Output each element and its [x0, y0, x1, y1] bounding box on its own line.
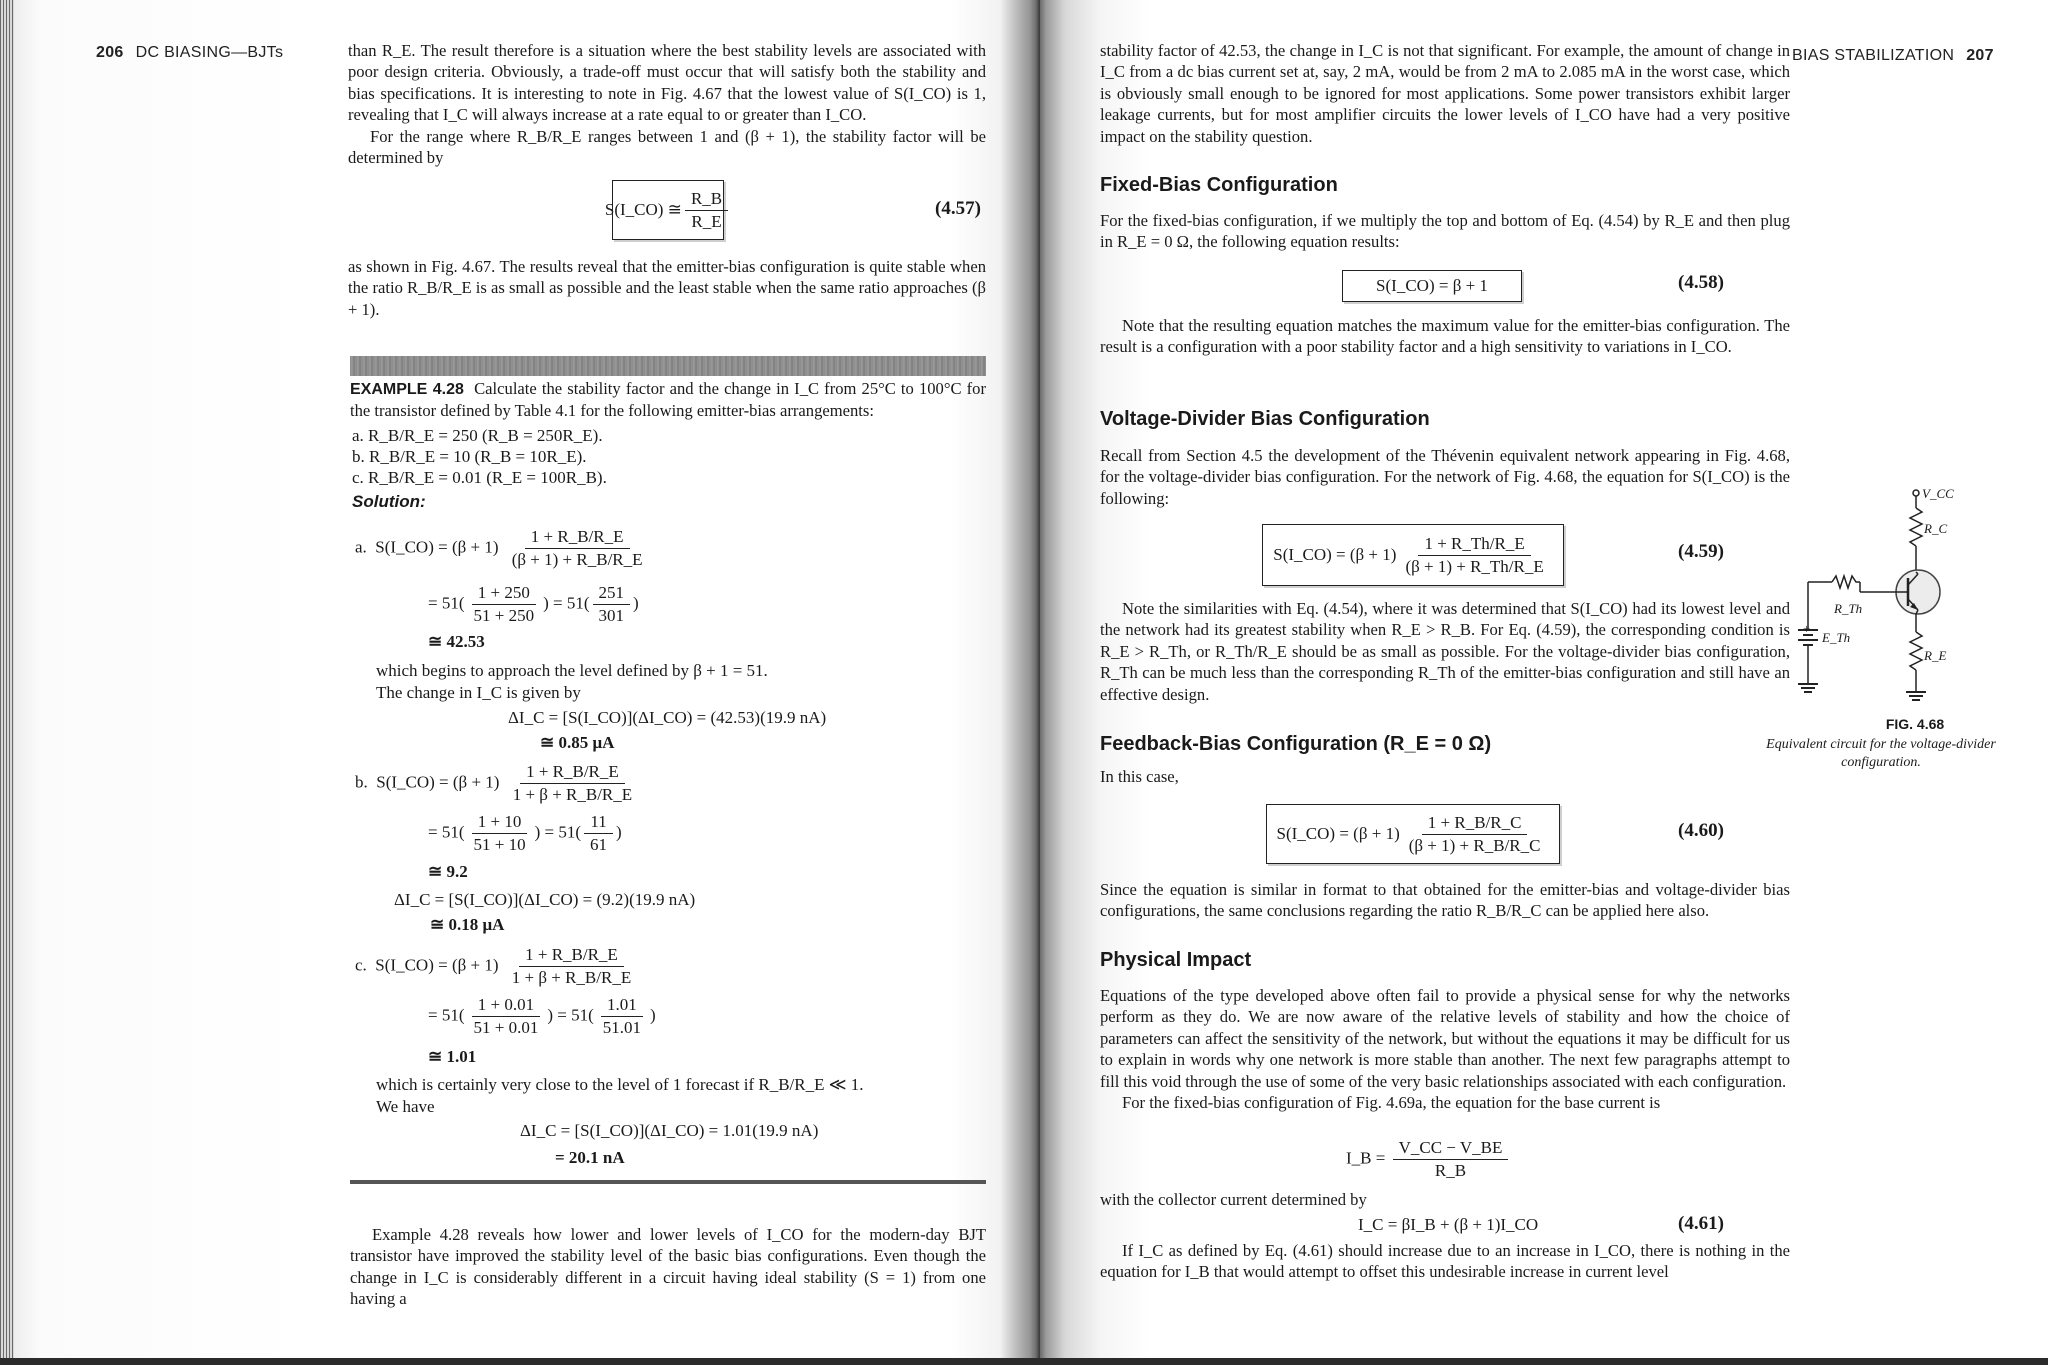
example-bottom-rule — [350, 1180, 986, 1184]
label-rth: R_Th — [1834, 601, 1863, 616]
part-a-delta: ΔI_C = [S(I_CO)](ΔI_CO) = (42.53)(19.9 nA) — [508, 708, 827, 727]
part-c-delta: ΔI_C = [S(I_CO)](ΔI_CO) = 1.01(19.9 nA) — [520, 1121, 819, 1140]
voltage-divider-after-block — [1100, 598, 1790, 705]
closing-paragraph: Example 4.28 reveals how lower and lower levels of I_CO for the modern-day BJT transistor have improved the stability level of the basic bias configurations. Even though the change in I_C is considerably different in a circuit having ideal stability (S = 1) from one having a — [350, 1225, 986, 1309]
equation-4-60-number: (4.60) — [1678, 820, 1724, 841]
re-resistor — [1910, 632, 1922, 670]
part-a-notes: which begins to approach the level defined by β + 1 = 51. The change in I_C is given by — [376, 661, 768, 702]
fig-4-68-label: FIG. 4.68 — [1885, 716, 1945, 732]
solution-label: Solution: — [352, 492, 426, 511]
fixed-bias-block — [1100, 210, 1790, 253]
vcc-terminal — [1913, 490, 1919, 496]
left-page-number: 206 — [96, 44, 124, 61]
last-paragraph: If I_C as defined by Eq. (4.61) should increase due to an increase in I_CO, there is nothing in the equation for I_B that would attempt to offset this undesirable increase in current level — [1100, 1241, 1790, 1282]
label-vcc: V_CC — [1922, 486, 1954, 501]
base-current-equation: I_B = $\frac{V\_CC - V\_BE}{R\_B}$ — [1346, 1138, 1511, 1181]
feedback-after-paragraph: Since the equation is similar in format to that obtained for the emitter-bias and voltage-divider bias configurations, the same conclusions regarding the ratio R_B/R_C can be applied here also. — [1100, 880, 1790, 921]
closing-block — [350, 1224, 986, 1310]
example-statement-block — [350, 378, 986, 422]
right-page-header — [1792, 47, 1994, 65]
fig-4-68-caption: Equivalent circuit for the voltage-divider configuration. — [1766, 737, 1996, 770]
physical-impact-paragraph: Equations of the type developed above often fail to provide a physical sense for why the networks perform as they do. We are now aware of the relative levels of stability and how the choice of parameters can affect the sensitivity of the network, but without the equations it may be difficult for us to explain in words why one network is more stable than another. The next few paragraphs attempt to fill this void through the use of some of the very basic relationships associated with each configuration. — [1100, 986, 1790, 1091]
equation-4-61-number: (4.61) — [1678, 1213, 1724, 1234]
right-top-block — [1100, 40, 1790, 147]
intro-paragraph: than R_E. The result therefore is a situation where the best stability levels are associated with poor design criteria. Obviously, a trade-off must occur that will satisfy both the stability and bias specifications. It is interesting to note in Fig. 4.67 that the lowest value of S(I_CO) is 1, revealing that I_C will always increase at a rate equal to or greater than I_CO. — [348, 41, 986, 125]
voltage-divider-heading: Voltage-Divider Bias Configuration — [1100, 408, 1430, 430]
after-eq-block — [348, 256, 986, 320]
part-a-equation: a. S(I_CO) = (β + 1) $\frac{1 + R\_B/R\_E}{(\beta + 1) + R\_B/R\_E}$ — [355, 527, 643, 569]
example-label: EXAMPLE 4.28 — [350, 381, 464, 398]
part-c-equation: c. S(I_CO) = (β + 1) $\frac{1 + R\_B/R\_E}{1 + \beta + R\_B/R\_E}$ — [355, 945, 632, 987]
equation-4-58-number: (4.58) — [1678, 272, 1724, 293]
collector-current-equation: I_C = βI_B + (β + 1)I_CO — [1358, 1215, 1539, 1234]
fixed-bias-after-block — [1100, 315, 1790, 358]
label-re: R_E — [1924, 648, 1947, 663]
fixed-bias-paragraph: For the fixed-bias configuration, if we multiply the top and bottom of Eq. (4.54) by R_E and then plug in R_E = 0 Ω, the following equation results: — [1100, 211, 1790, 252]
example-statement: Calculate the stability factor and the change in I_C from 25°C to 100°C for the transistor defined by Table 4.1 for the following emitter-bias arrangements: — [350, 379, 986, 421]
part-a-step: = 51( $\frac{1 + 250}{51 + 250}$ ) = 51( $\frac{251}{301}$ ) — [428, 583, 639, 625]
part-a-result: ≅ 42.53 — [428, 632, 485, 651]
fixed-bias-after-paragraph: Note that the resulting equation matches the maximum value for the emitter-bias configuration. The result is a configuration with a poor stability factor and a high sensitivity to variations in I_CO. — [1100, 316, 1790, 357]
range-paragraph: For the range where R_B/R_E ranges between 1 and (β + 1), the stability factor will be determined by — [348, 126, 986, 168]
page-edge-stack — [0, 0, 14, 1365]
part-b-result: ≅ 9.2 — [428, 862, 468, 881]
equation-4-59-box: S(I_CO) = (β + 1) $\frac{1 + R\_Th/R\_E}{(\beta + 1) + R\_Th/R\_E}$ — [1262, 524, 1564, 586]
left-running-title: DC BIASING—BJTs — [135, 44, 284, 61]
physical-impact-block — [1100, 985, 1790, 1113]
equation-4-60-box: S(I_CO) = (β + 1) $\frac{1 + R\_B/R\_C}{(\beta + 1) + R\_B/R\_C}$ — [1266, 804, 1560, 864]
intro-block — [348, 40, 986, 168]
last-block — [1100, 1240, 1790, 1283]
part-c-delta-result: = 20.1 nA — [555, 1148, 625, 1167]
voltage-divider-after-paragraph: Note the similarities with Eq. (4.54), where it was determined that S(I_CO) had its lowest level and the network had its greatest stability when R_E > R_B. For Eq. (4.59), the corresponding condition is R_E > R_Th, or R_Th/R_E should be as small as possible. For the voltage-divider bias configuration, R_Th can be much less than the corresponding R_Th of the emitter-bias configuration and still have an effective design. — [1100, 599, 1790, 704]
example-items — [352, 425, 952, 512]
right-top-paragraph: stability factor of 42.53, the change in I_C is not that significant. For example, the amount of change in I_C from a dc bias current set at, say, 2 mA, would be from 2 mA to 2.085 mA in the worst case, which is obviously small enough to be ignored for most applications. Some power transistors exhibit larger leakage currents, but for most amplifier circuits the lower levels of I_CO have had a very positive impact on the stability question. — [1100, 41, 1790, 146]
voltage-divider-paragraph: Recall from Section 4.5 the development of the Thévenin equivalent network appearing in Fig. 4.68, for the voltage-divider bias configuration. For the network of Fig. 4.68, the equation for S(I_CO) is the following: — [1100, 446, 1790, 508]
part-c-result: ≅ 1.01 — [428, 1047, 477, 1066]
equation-4-57-number: (4.57) — [935, 198, 981, 219]
rth-resistor — [1832, 576, 1860, 588]
equation-4-57-box: S(I_CO) ≅ $\frac{R\_B}{R\_E}$ — [612, 180, 724, 240]
equation-4-59-number: (4.59) — [1678, 541, 1724, 562]
example-item-c: c. R_B/R_E = 0.01 (R_E = 100R_B). — [352, 468, 607, 487]
feedback-bias-heading: Feedback-Bias Configuration (R_E = 0 Ω) — [1100, 733, 1492, 755]
collector-intro: with the collector current determined by — [1100, 1190, 1367, 1209]
rc-resistor — [1910, 508, 1922, 546]
part-a-delta-result: ≅ 0.85 μA — [540, 733, 615, 752]
part-b-equation: b. S(I_CO) = (β + 1) $\frac{1 + R\_B/R\_E}{1 + \beta + R\_B/R\_E}$ — [355, 762, 633, 804]
voltage-divider-block — [1100, 445, 1790, 509]
label-plus: + — [1803, 621, 1811, 636]
feedback-after-block — [1100, 879, 1790, 922]
part-b-delta: ΔI_C = [S(I_CO)](ΔI_CO) = (9.2)(19.9 nA) — [394, 890, 696, 909]
right-page — [1040, 0, 2048, 1365]
right-running-title: BIAS STABILIZATION — [1792, 47, 1955, 64]
part-c-notes: which is certainly very close to the level of 1 forecast if R_B/R_E ≪ 1. We have — [376, 1075, 864, 1116]
example-item-a: a. R_B/R_E = 250 (R_B = 250R_E). — [352, 426, 603, 445]
fixed-bias-heading: Fixed-Bias Configuration — [1100, 174, 1338, 196]
scan-bottom-edge — [0, 1358, 2048, 1365]
part-b-delta-result: ≅ 0.18 μA — [430, 915, 505, 934]
physical-impact-heading: Physical Impact — [1100, 949, 1252, 971]
part-b-step: = 51( $\frac{1 + 10}{51 + 10}$ ) = 51( $\frac{11}{61}$ ) — [428, 812, 622, 854]
left-page-header — [96, 44, 283, 62]
right-page-number: 207 — [1966, 47, 1994, 64]
equation-4-58-box: S(I_CO) = β + 1 — [1342, 270, 1522, 302]
part-c-step: = 51( $\frac{1 + 0.01}{51 + 0.01}$ ) = 51( $\frac{1.01}{51.01}$ ) — [428, 995, 656, 1037]
label-eth: E_Th — [1822, 630, 1851, 645]
physical-impact-para2: For the fixed-bias configuration of Fig. 4.69a, the equation for the base current is — [1122, 1093, 1661, 1113]
feedback-intro: In this case, — [1100, 767, 1179, 786]
example-top-bar — [350, 356, 986, 376]
label-rc: R_C — [1924, 521, 1948, 536]
after-eq-paragraph: as shown in Fig. 4.67. The results reveal that the emitter-bias configuration is quite stable when the ratio R_B/R_E is as small as possible and the least stable when the same ratio approaches (β + 1). — [348, 257, 986, 319]
example-item-b: b. R_B/R_E = 10 (R_B = 10R_E). — [352, 447, 587, 466]
fig-4-68-circuit — [1768, 480, 2018, 730]
